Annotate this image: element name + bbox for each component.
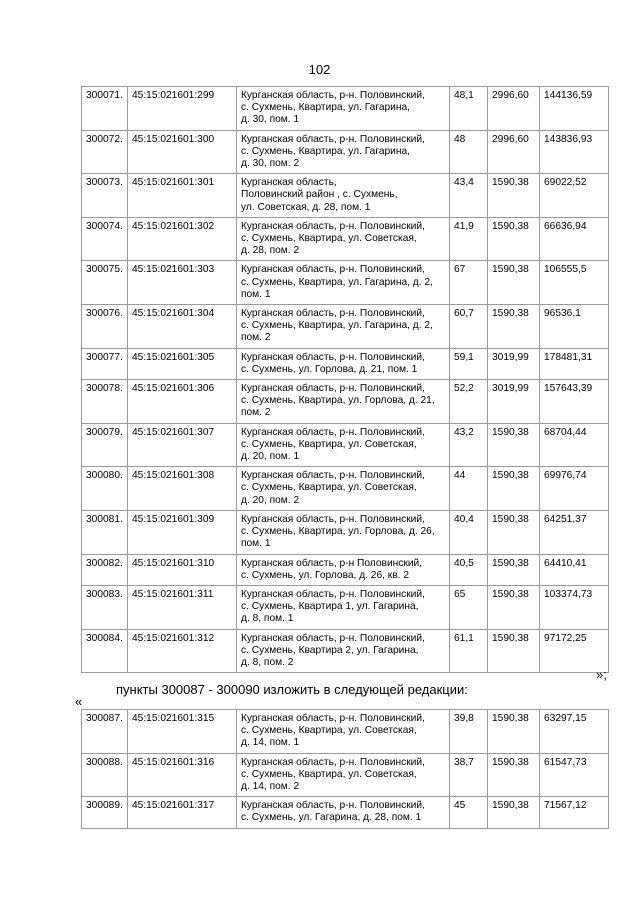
- address-line: с. Сухмень, Квартира 2, ул. Гагарина,: [241, 644, 419, 656]
- address-line: с. Сухмень, ул. Гагарина, д. 28, пом. 1: [241, 812, 422, 824]
- address-line: д. 8, пом. 2: [241, 656, 294, 668]
- cadastral-number-cell: 45:15:021601:301: [128, 174, 237, 218]
- cadastral-number-cell: 45:15:021601:315: [128, 710, 237, 754]
- cadastral-number-cell: 45:15:021601:300: [128, 130, 237, 174]
- rate-cell: 1590,38: [488, 510, 540, 554]
- area-cell: 39,8: [450, 710, 488, 754]
- address-cell: [237, 753, 450, 797]
- cadastral-value-cell: 64410,41: [540, 554, 609, 585]
- table-row: [82, 710, 609, 754]
- address-line: с. Сухмень, Квартира, ул. Советская,: [241, 233, 417, 245]
- cadastral-value-cell: 71567,12: [540, 797, 609, 828]
- address-line: с. Сухмень, Квартира, ул. Советская,: [241, 725, 417, 737]
- address-line: пом. 1: [241, 538, 271, 550]
- rate-cell: 1590,38: [488, 797, 540, 828]
- table-row: [82, 217, 609, 261]
- cadastral-value-cell: 144136,59: [540, 87, 609, 131]
- row-number-cell: 300088.: [82, 753, 128, 797]
- address-line: Курганская область, р-н. Половинский,: [241, 513, 425, 525]
- row-number-cell: 300074.: [82, 217, 128, 261]
- address-cell: [237, 629, 450, 673]
- row-number-cell: 300080.: [82, 467, 128, 511]
- address-line: Курганская область, р-н. Половинский,: [241, 588, 425, 600]
- table-row: [82, 753, 609, 797]
- area-cell: 43,4: [450, 174, 488, 218]
- row-number-cell: 300081.: [82, 510, 128, 554]
- row-number-cell: 300083.: [82, 585, 128, 629]
- row-number-cell: 300072.: [82, 130, 128, 174]
- address-line: с. Сухмень, Квартира, ул. Советская,: [241, 438, 417, 450]
- address-line: Половинский район , с. Сухмень,: [241, 189, 398, 201]
- rate-cell: 2996,60: [488, 87, 540, 131]
- area-cell: 44: [450, 467, 488, 511]
- area-cell: 40,5: [450, 554, 488, 585]
- rate-cell: 1590,38: [488, 554, 540, 585]
- address-line: д. 14, пом. 2: [241, 781, 300, 793]
- address-cell: [237, 585, 450, 629]
- cadastral-number-cell: 45:15:021601:307: [128, 423, 237, 467]
- rate-cell: 2996,60: [488, 130, 540, 174]
- address-line: с. Сухмень, Квартира, ул. Гагарина, д. 2,: [241, 276, 433, 288]
- address-line: Курганская область, р-н. Половинский,: [241, 220, 425, 232]
- cadastral-number-cell: 45:15:021601:305: [128, 348, 237, 379]
- table-row: [82, 797, 609, 828]
- amended-register-table: [81, 709, 609, 829]
- cadastral-value-cell: 178481,31: [540, 348, 609, 379]
- address-line: Курганская область, р-н. Половинский,: [241, 308, 425, 320]
- rate-cell: 1590,38: [488, 305, 540, 349]
- cadastral-value-cell: 106555,5: [540, 261, 609, 305]
- table-row: [82, 261, 609, 305]
- address-line: Курганская область, р-н. Половинский,: [241, 713, 425, 724]
- row-number-cell: 300075.: [82, 261, 128, 305]
- address-line: с. Сухмень, ул. Горлова, д. 21, пом. 1: [241, 363, 418, 375]
- address-line: Курганская область, р-н. Половинский,: [241, 264, 425, 276]
- area-cell: 40,4: [450, 510, 488, 554]
- rate-cell: 1590,38: [488, 585, 540, 629]
- table-row: [82, 510, 609, 554]
- table-row: [82, 130, 609, 174]
- table-row: [82, 629, 609, 673]
- closing-quote: »;: [596, 667, 607, 682]
- cadastral-number-cell: 45:15:021601:316: [128, 753, 237, 797]
- address-cell: [237, 217, 450, 261]
- cadastral-value-cell: 97172,25: [540, 629, 609, 673]
- address-cell: [237, 467, 450, 511]
- cadastral-value-cell: 66636,94: [540, 217, 609, 261]
- cadastral-number-cell: 45:15:021601:304: [128, 305, 237, 349]
- area-cell: 41,9: [450, 217, 488, 261]
- address-line: пом. 2: [241, 332, 271, 344]
- cadastral-value-cell: 64251,37: [540, 510, 609, 554]
- address-cell: [237, 554, 450, 585]
- address-line: с. Сухмень, Квартира, ул. Гагарина, д. 2,: [241, 320, 433, 332]
- address-cell: [237, 380, 450, 424]
- rate-cell: 1590,38: [488, 261, 540, 305]
- address-line: с. Сухмень, Квартира, ул. Гагарина,: [241, 102, 410, 114]
- address-line: с. Сухмень, Квартира, ул. Советская,: [241, 482, 417, 494]
- address-line: Курганская область, р-н. Половинский,: [241, 756, 425, 768]
- address-cell: [237, 510, 450, 554]
- cadastral-number-cell: 45:15:021601:299: [128, 87, 237, 131]
- cadastral-number-cell: 45:15:021601:303: [128, 261, 237, 305]
- register-table: [81, 86, 609, 673]
- cadastral-number-cell: 45:15:021601:312: [128, 629, 237, 673]
- rate-cell: 1590,38: [488, 629, 540, 673]
- rate-cell: 3019,99: [488, 348, 540, 379]
- cadastral-value-cell: 96536,1: [540, 305, 609, 349]
- rate-cell: 1590,38: [488, 753, 540, 797]
- address-line: с. Сухмень, Квартира, ул. Гагарина,: [241, 145, 410, 157]
- cadastral-number-cell: 45:15:021601:311: [128, 585, 237, 629]
- row-number-cell: 300077.: [82, 348, 128, 379]
- area-cell: 67: [450, 261, 488, 305]
- cadastral-value-cell: 143836,93: [540, 130, 609, 174]
- row-number-cell: 300089.: [82, 797, 128, 828]
- table-row: [82, 380, 609, 424]
- page-number: 102: [308, 62, 331, 77]
- address-cell: [237, 261, 450, 305]
- address-line: с. Сухмень, Квартира, ул. Горлова, д. 26,: [241, 526, 435, 538]
- table-row: [82, 305, 609, 349]
- address-line: пом. 1: [241, 288, 271, 300]
- address-cell: [237, 87, 450, 131]
- cadastral-value-cell: 61547,73: [540, 753, 609, 797]
- cadastral-number-cell: 45:15:021601:306: [128, 380, 237, 424]
- address-line: пом. 2: [241, 407, 271, 419]
- row-number-cell: 300087.: [82, 710, 128, 754]
- address-line: д. 8, пом. 1: [241, 613, 294, 625]
- address-line: д. 20, пом. 2: [241, 494, 300, 506]
- address-line: Курганская область, р-н. Половинский,: [241, 800, 425, 812]
- table-row: [82, 554, 609, 585]
- address-line: Курганская область,: [241, 177, 337, 189]
- area-cell: 43,2: [450, 423, 488, 467]
- address-line: д. 30, пом. 2: [241, 158, 300, 170]
- area-cell: 48: [450, 130, 488, 174]
- address-line: Курганская область, р-н Половинский,: [241, 557, 423, 569]
- cadastral-number-cell: 45:15:021601:308: [128, 467, 237, 511]
- address-line: с. Сухмень, Квартира, ул. Горлова, д. 21,: [241, 395, 435, 407]
- address-line: с. Сухмень, Квартира 1, ул. Гагарина,: [241, 601, 419, 613]
- row-number-cell: 300084.: [82, 629, 128, 673]
- cadastral-value-cell: 68704,44: [540, 423, 609, 467]
- address-cell: [237, 305, 450, 349]
- address-line: Курганская область, р-н. Половинский,: [241, 632, 425, 644]
- area-cell: 60,7: [450, 305, 488, 349]
- area-cell: 52,2: [450, 380, 488, 424]
- table-row: [82, 467, 609, 511]
- area-cell: 59,1: [450, 348, 488, 379]
- address-line: с. Сухмень, ул. Горлова, д. 26, кв. 2: [241, 569, 409, 581]
- row-number-cell: 300078.: [82, 380, 128, 424]
- rate-cell: 1590,38: [488, 174, 540, 218]
- address-line: Курганская область, р-н. Половинский,: [241, 351, 425, 363]
- rate-cell: 1590,38: [488, 710, 540, 754]
- area-cell: 38,7: [450, 753, 488, 797]
- cadastral-number-cell: 45:15:021601:302: [128, 217, 237, 261]
- address-cell: [237, 348, 450, 379]
- area-cell: 61,1: [450, 629, 488, 673]
- cadastral-number-cell: 45:15:021601:309: [128, 510, 237, 554]
- address-cell: [237, 797, 450, 828]
- address-cell: [237, 174, 450, 218]
- row-number-cell: 300073.: [82, 174, 128, 218]
- address-line: д. 20, пом. 1: [241, 451, 300, 463]
- rate-cell: 1590,38: [488, 467, 540, 511]
- cadastral-value-cell: 69976,74: [540, 467, 609, 511]
- amendment-instruction: пункты 300087 - 300090 изложить в следующей редакции:: [116, 682, 468, 697]
- cadastral-value-cell: 103374,73: [540, 585, 609, 629]
- rate-cell: 1590,38: [488, 217, 540, 261]
- address-line: ул. Советская, д. 28, пом. 1: [241, 201, 371, 213]
- address-line: Курганская область, р-н. Половинский,: [241, 383, 425, 395]
- area-cell: 48,1: [450, 87, 488, 131]
- row-number-cell: 300079.: [82, 423, 128, 467]
- cadastral-value-cell: 69022,52: [540, 174, 609, 218]
- address-line: Курганская область, р-н. Половинский,: [241, 470, 425, 482]
- address-cell: [237, 710, 450, 754]
- cadastral-number-cell: 45:15:021601:317: [128, 797, 237, 828]
- address-line: Курганская область, р-н. Половинский,: [241, 426, 425, 438]
- address-line: Курганская область, р-н. Половинский,: [241, 90, 425, 101]
- address-line: д. 28, пом. 2: [241, 245, 300, 257]
- table-row: [82, 348, 609, 379]
- cadastral-value-cell: 157643,39: [540, 380, 609, 424]
- area-cell: 65: [450, 585, 488, 629]
- cadastral-number-cell: 45:15:021601:310: [128, 554, 237, 585]
- table-row: [82, 87, 609, 131]
- address-line: д. 30, пом. 1: [241, 114, 300, 126]
- address-line: д. 14, пом. 1: [241, 737, 300, 749]
- rate-cell: 3019,99: [488, 380, 540, 424]
- table-row: [82, 585, 609, 629]
- cadastral-value-cell: 63297,15: [540, 710, 609, 754]
- address-line: с. Сухмень, Квартира, ул. Советская,: [241, 768, 417, 780]
- row-number-cell: 300071.: [82, 87, 128, 131]
- address-line: Курганская область, р-н. Половинский,: [241, 133, 425, 145]
- area-cell: 45: [450, 797, 488, 828]
- address-cell: [237, 130, 450, 174]
- row-number-cell: 300076.: [82, 305, 128, 349]
- table-row: [82, 174, 609, 218]
- opening-quote: «: [75, 694, 83, 709]
- row-number-cell: 300082.: [82, 554, 128, 585]
- address-cell: [237, 423, 450, 467]
- table-row: [82, 423, 609, 467]
- rate-cell: 1590,38: [488, 423, 540, 467]
